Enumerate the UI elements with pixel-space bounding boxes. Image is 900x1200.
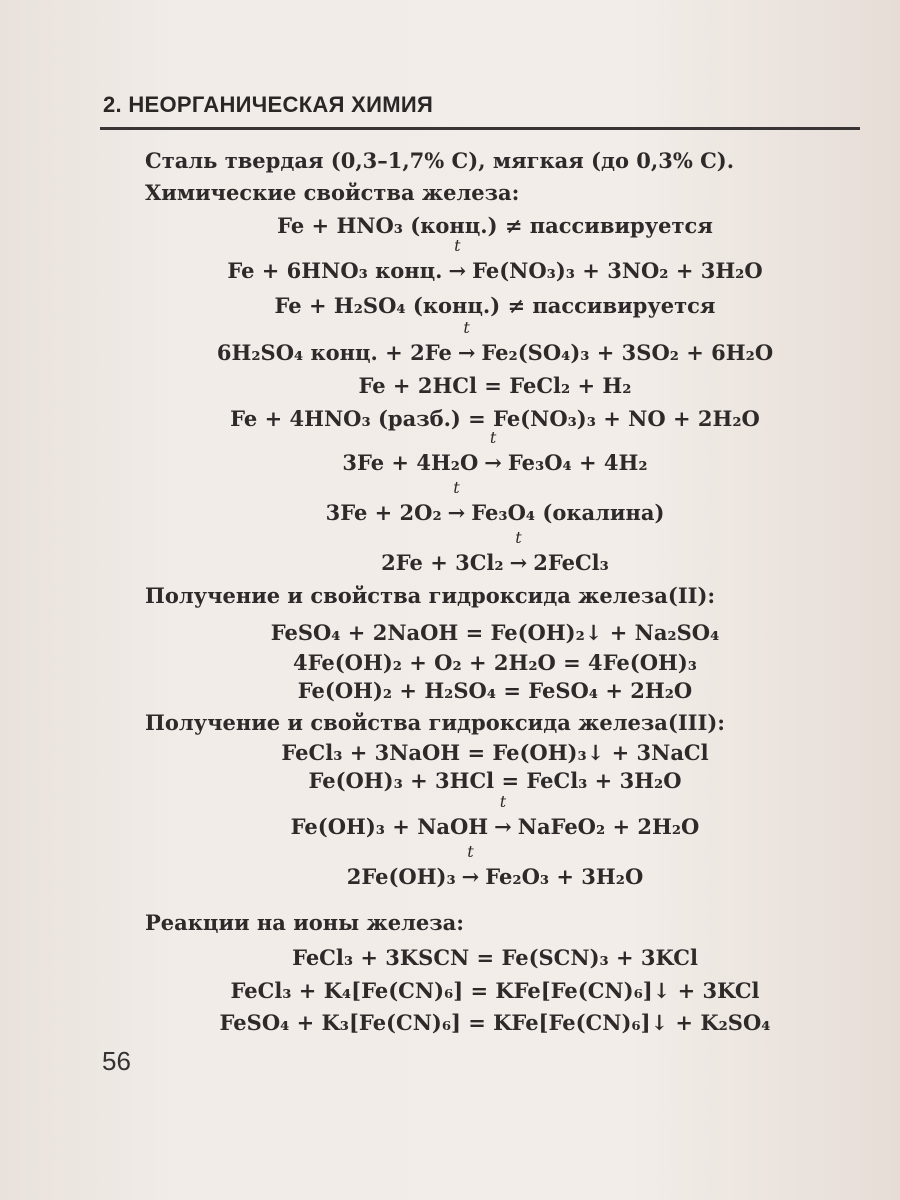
equation (0, 428, 900, 475)
equation: Fe + HNO₃ (конц.) ≠ пассивируется (277, 213, 713, 238)
equation (0, 478, 900, 525)
reaction-arrow (484, 428, 502, 475)
equation-left: 3Fe + 4H₂O (342, 450, 479, 475)
reaction-arrow (509, 528, 528, 575)
equation: Fe + H₂SO₄ (конц.) ≠ пассивируется (274, 293, 716, 318)
equation: FeSO₄ + K₃[Fe(CN)₆] = KFe[Fe(CN)₆]↓ + K₂SO₄ (219, 1010, 771, 1035)
arrow-icon: → (447, 500, 466, 525)
arrow-icon: → (484, 450, 502, 475)
equation-left: Fe(OH)₃ + NaOH (290, 814, 489, 839)
equation: Fe + 2HCl = FeCl₂ + H₂ (358, 373, 632, 398)
heat-condition: t (463, 318, 470, 337)
heat-condition: t (453, 478, 460, 497)
equation-left: 3Fe + 2O₂ (325, 500, 442, 525)
equation-right: Fe₃O₄ + 4H₂ (507, 450, 648, 475)
arrow-icon: → (448, 258, 467, 283)
arrow-icon: → (509, 550, 528, 575)
equation-left: Fe + 6HNO₃ конц. (227, 258, 443, 283)
subheading: Получение и свойства гидроксида железа(III): (145, 710, 726, 735)
equation (0, 318, 900, 365)
equation: FeCl₃ + K₄[Fe(CN)₆] = KFe[Fe(CN)₆]↓ + 3KCl (230, 978, 760, 1003)
heat-condition: t (467, 842, 474, 861)
equation-right: Fe(NO₃)₃ + 3NO₂ + 3H₂O (472, 258, 763, 283)
header-rule (100, 127, 860, 130)
heat-condition: t (515, 528, 522, 547)
equation-left: 2Fe + 3Cl₂ (381, 550, 504, 575)
equation-left: 6H₂SO₄ конц. + 2Fe (216, 340, 452, 365)
equation: Fe(OH)₃ + 3HCl = FeCl₃ + 3H₂O (308, 768, 682, 793)
text-line: Химические свойства железа: (145, 180, 520, 205)
equation-right: Fe₂O₃ + 3H₂O (485, 864, 644, 889)
arrow-icon: → (457, 340, 476, 365)
equation (0, 792, 900, 839)
equation (0, 236, 900, 283)
heat-condition: t (499, 792, 507, 811)
equation (0, 842, 900, 889)
equation: Fe + 4HNO₃ (разб.) = Fe(NO₃)₃ + NO + 2H₂O (230, 406, 760, 431)
equation-left: 2Fe(OH)₃ (346, 864, 456, 889)
equation-right: NaFeO₂ + 2H₂O (517, 814, 700, 839)
equation-right: Fe₂(SO₄)₃ + 3SO₂ + 6H₂O (481, 340, 774, 365)
reaction-arrow (447, 478, 466, 525)
arrow-icon: → (494, 814, 512, 839)
equation: FeCl₃ + 3KSCN = Fe(SCN)₃ + 3KCl (292, 945, 698, 970)
subheading: Реакции на ионы железа: (145, 910, 464, 935)
subheading: Получение и свойства гидроксида железа(II): (145, 583, 716, 608)
equation-right: 2FeCl₃ (533, 550, 609, 575)
equation: FeSO₄ + 2NaOH = Fe(OH)₂↓ + Na₂SO₄ (270, 620, 720, 645)
equation: 4Fe(OH)₂ + O₂ + 2H₂O = 4Fe(OH)₃ (293, 650, 697, 675)
text-line: Сталь твердая (0,3–1,7% С), мягкая (до 0,3% С). (145, 148, 735, 173)
reaction-arrow (461, 842, 480, 889)
arrow-icon: → (461, 864, 480, 889)
reaction-arrow (494, 792, 512, 839)
page-number: 56 (102, 1046, 131, 1076)
reaction-arrow (448, 236, 467, 283)
heat-condition: t (489, 428, 497, 447)
equation-right: Fe₃O₄ (окалина) (471, 500, 665, 525)
equation (0, 528, 900, 575)
equation: Fe(OH)₂ + H₂SO₄ = FeSO₄ + 2H₂O (297, 678, 693, 703)
reaction-arrow (457, 318, 476, 365)
section-header: 2. НЕОРГАНИЧЕСКАЯ ХИМИЯ (103, 92, 434, 117)
equation: FeCl₃ + 3NaOH = Fe(OH)₃↓ + 3NaCl (281, 740, 709, 765)
heat-condition: t (454, 236, 461, 255)
